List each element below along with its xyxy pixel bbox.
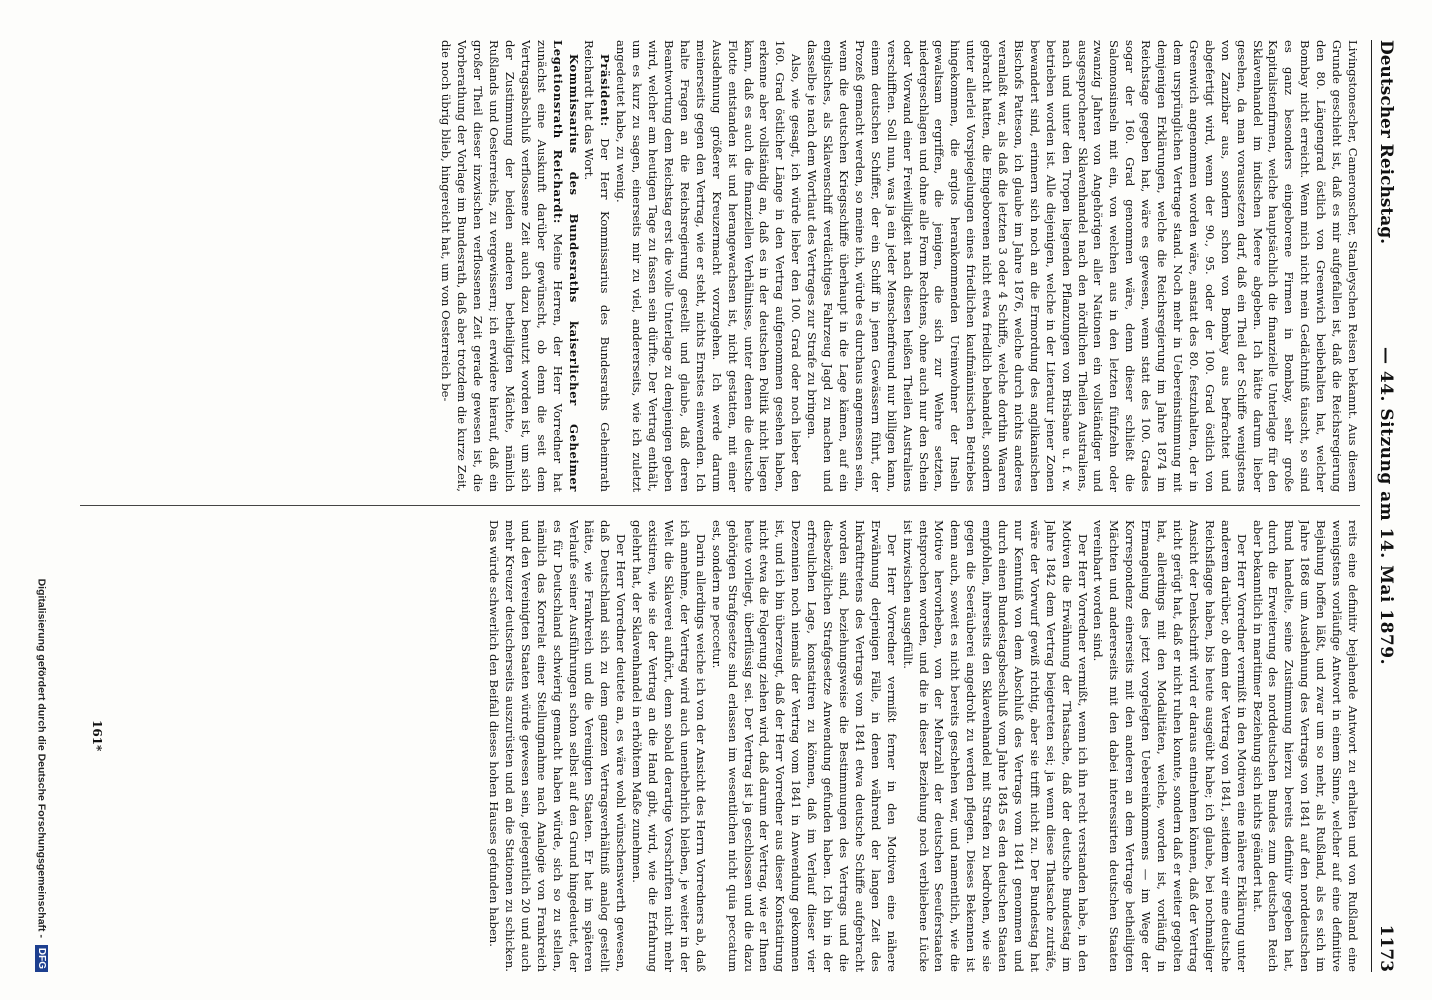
right-paragraph-3: Der Herr Vorredner vermißt, wenn ich ihn recht verstanden habe, in den Motiven die Erwähnung der Thatsache, daß der deutsche Bundestag im Jahre 1842 dem Vertrag beigetreten sei; ja wenn diese Thatsache zuträfe, wäre der Vorwurf gewiß richtig, aber sie trifft nicht zu. Der Bundestag hat nur Kenntniß von dem Abschluß des Vertrags vom 1841 genommen und durch einen Bundestagsbeschluß vom Jahre 1845 es den deutschen Staaten empfohlen, ihrerseits den Sklavenhandel mit Strafen zu bedrohen, wie sie gegen die Seeräuberei angedroht zu werden pflegen. Dieses Bekennen ist denn auch, soweit es nicht bereits geschehen war, und namentlich, wie die Motive hervorheben, von der Mehrzahl der deutschen Seeuferstaaten entsprochen worden, und die in dieser Beziehung noch verbliebene Lücke ist inzwischen ausgefüllt. xyxy=(900,520,1090,972)
left-paragraph-4 xyxy=(437,40,580,492)
header-page-number: 1173 xyxy=(1376,924,1396,972)
left-column xyxy=(80,40,1360,492)
right-paragraph-1: reits eine definitiv bejahende Antwort zu erhalten und von Rußland eine wenigstens vorläufige Antwort in einem Sinne, welcher auf eine definitive Bejahung hoffen läßt, und zwar um so mehr, als Rußland, als es sich im Jahre 1868 um Ausdehnung des Vertrags von 1841 auf den norddeutschen Bund handelte, seine Zustimmung hierzu bereits definitiv gegeben hat, durch die Erweiterung des norddeutschen Bundes zum deutschen Reich aber bekanntlich in maritimer Beziehung sich nichts geändert hat. xyxy=(1250,520,1360,972)
page-content xyxy=(10,40,1400,972)
signature-mark: 161* xyxy=(90,720,104,752)
right-paragraph-5: Darin allerdings weiche ich von der Ansicht des Herrn Vorredners ab, daß ich annehme, der Vertrag wird auch unentbehrlich bleiben, je weiter in der Welt die Sklaverei aufhört, denn sobald derartige Vorschriften nicht mehr existiren, wie sie der Vertrag an die Hand gibt, wird, wie die Erfahrung gelehrt hat, der Sklavenhandel in erhöhtem Maße zunehmen. xyxy=(630,520,708,972)
left-paragraph-3-text: Der Herr Kommissarius des Bundesraths Geheimrath Reichardt hat das Wort. xyxy=(582,40,613,492)
right-paragraph-2: Der Herr Vorredner vermißt in den Motiven eine nähere Erklärung unter anderem darüber, ob denn der Vertrag von 1841, seitdem wir eine deutsche Reichsflagge haben, bis heute ausgeübt habe; ich glaube, bei nochmaliger Ansicht der Denkschrift wird er daraus entnehmen können, daß der Vertrag nicht gerügt hat, daß er nicht ruhen konnte, sondern daß er weiter gegolten hat, allerdings mit den Modalitäten, welche, worden ist, vorläufig in Ermangelung des jetzt vorgelegten Uebereinkommens — im Wege der Korrespondenz einerseits mit den anderen an dem Vertrage betheiligten Mächten und andererseits mit den dabei interessirten deutschen Staaten vereinbart worden sind. xyxy=(1091,520,1249,972)
text-columns xyxy=(80,40,1360,972)
dfg-logo: DFG xyxy=(35,945,48,972)
column-divider xyxy=(80,505,1360,506)
speaker-president: Präsident: xyxy=(598,54,613,127)
left-paragraph-4-text: Meine Herren, der Herr Vorredner hat zunächst eine Auskunft darüber gewünscht, ob denn die seit dem Vertragsabschluß verflossene Zeit auch dazu benutzt worden ist, um sich der Zustimmung der beiden anderen betheiligten Mächte, nämlich Rußlands und Oesterreichs, zu vergewissern; ich erwidere hierauf, daß ein großer Theil dieser inzwischen verflossenen Zeit gerade gewesen ist, die Vorberathung der Vorlage im Bundesrath, daß aber trotzdem die kurze Zeit, die noch übrig blieb, hingereicht hat, um von Oesterreich be- xyxy=(439,40,565,492)
digitization-notice xyxy=(35,40,48,972)
digitization-text: Digitalisierung gefördert durch die Deutsche Forschungsgemeinschaft - xyxy=(35,578,48,938)
header-publication: Deutscher Reichstag. xyxy=(1376,40,1396,245)
left-paragraph-3 xyxy=(581,40,613,492)
header-session: — 44. Sitzung am 14. Mai 1879. xyxy=(1376,346,1396,666)
page-header xyxy=(1371,40,1400,972)
speaker-reichardt: Kommissarius des Bundesraths kaiserlicher Geheimer Legationsrath Reichardt: xyxy=(550,40,581,492)
left-paragraph-1: Livingstonescher, Cameronscher, Stanleyschen Reisen bekannt. Aus diesem Grunde geschieht ist, daß es mir aufgefallen ist, daß die Reichsregierung den 80. Längengrad östlich von Greenwich beibehalten hat, welcher Bombay nicht erreicht. Wenn mich nicht mein Gedächtniß täuscht, so sind es ganz besonders eingeborene Firmen in Bombay, sehr große Kapitalistenfirmen, welche hauptsächlich die finanzielle Unterlage für den Sklavenhandel im indischen Meere abgeben. Ich hätte darum lieber gesehen, da man voraussetzen darf, daß ein Theil der Schiffe wenigstens von Zanzibar aus, sondern schon von Bombay aus befrachtet und abgefertigt wird, wenn der 90., 95. oder der 100. Grad östlich von Greenwich angenommen worden wäre, anstatt des 80. festzuhalten, der in dem ursprünglichen Vertrage stand. Noch mehr in Uebereinstimmung mit demjenigen Erklärungen, welche die Reichsregierung im Jahre 1874 im Reichstage gegeben hat, wäre es gewesen, wenn statt des 100. Grades sogar der 160. Grad genommen wäre, denn dieser schließt die Salomonsinseln mit ein, von welchen aus in den letzten fünfzehn oder zwanzig Jahren von Angehörigen aller Nationen ein vollständiger und ausgesprochener Sklavenhandel nach den nördlichen Theilen Australiens, nach und unter den Tropen liegenden Pflanzungen von Brisbane u. f. w. betrieben worden ist. Alle diejenigen, welche in der Literatur jener Zonen bewandert sind, erinnern sich noch an die Ermordung des anglikanischen Bischofs Patteson, ich glaube im Jahre 1876, welche durch nichts anderes veranlaßt war, als daß die letzten 3 oder 4 Schiffe, welche dorthin Waaren gebracht hatten, die Eingeborenen nicht etwa friedlich behandelt, sondern unter allerlei Vorspiegelungen eines friedlichen kaufmännischen Betriebes hingekommen, die arglos herankommenden Ureinwohner der Inseln gewaltsam ergriffen, die jenigen, die sich zur Wehre setzten, niedergeschlagen und ohne alle Form Rechtens, ohne auch nur den Schein oder Vorwand einer Freiwilligkeit nach diesen heißen Theilen Australiens verschifften. Soll nun, was ja ein jeder Menschenfreund nur billigen kann, einem deutschen Schiffer, der ein Schiff in jenen Gewässern führt, der Prozeß gemacht werden, so meine ich, würde es durchaus angemessen sein, wenn die deutschen Kriegsschiffe überhaupt in die Lage kämen, auf ein englisches, als Sklavenschiff verdächtiges Fahrzeug Jagd zu machen und dasselbe je nach dem Wortlaut des Vertrages zur Strafe zu bringen. xyxy=(805,40,1360,492)
left-paragraph-2: Also, wie gesagt, ich würde lieber den 100. Grad oder noch lieber den 160. Grad östlicher Länge in den Vertrag aufgenommen gesehen haben, erkenne aber vollständig an, daß es in der deutschen Politik nicht liegen kann, daß es auch die finanziellen Verhältnisse, unter denen die deutsche Flotte entstanden ist und herangewachsen ist, nicht gestatten, mit einer Ausdehnung größerer Kreuzermacht vorzugehen. Ich werde darum meinerseits gegen den Vertrag, wie er steht, nichts Ernstes einwenden. Ich halte Fragen an die Reichsregierung gestellt und glaube, daß deren Beantwortung dem Reichstag erst die volle Unterlage zu demjenigen geben wird, welcher am heutigen Tage zu fassen sein dürfte. Der Vertrag enthält, um es kurz zu sagen, einerseits mir zu viel, andererseits, wie ich zuletzt angedeutet habe, zu wenig. xyxy=(614,40,804,492)
right-paragraph-4: Der Herr Vorredner vermißt ferner in den Motiven eine nähere Erwähnung derjenigen Fälle, in denen während der langen Zeit des Inkrafttretens des Vertrags vom 1841 etwa deutsche Schiffe aufgebracht worden sind, beziehungsweise die Bestimmungen des Vertrags und die diesbezüglichen Strafgesetze Anwendung gefunden haben. Ich bin in der erfreulichen Lage, konstatiren zu können, daß im Verlauf dieser vier Dezennien noch niemals der Vertrag vom 1841 in Anwendung gekommen ist, und ich bin überzeugt, daß der Herr Vorredner aus dieser Konstatirung nicht etwa die Folgerung ziehen wird, daß darum der Vertrag, wie er Ihnen heute vorliegt, überflüssig sei. Der Vertrag ist ja geschlossen und die dazu gehörigen Strafgesetze sind erlassen im wesentlichen nicht quia peccatum est, sondern ne peccetur. xyxy=(709,520,899,972)
right-paragraph-6: Der Herr Vorredner deutete an, es wäre wohl wünschenswerth gewesen, daß Deutschland sich zu dem ganzen Vertragsverhältniß analog gestellt hätte, wie Frankreich und die Vereinigten Staaten. Er hat im späteren Verlaufe seiner Ausführungen schon selbst auf den Grund hingedeutet, der es für Deutschland schwierig gemacht haben würde, sich so zu stellen, nämlich das Korrelat einer Stellungnahme nach Analogie von Frankreich und den Vereinigten Staaten würde gewesen sein, gelegentlich 20 und auch mehr Kreuzer deutscherseits auszurüsten und an die Stationen zu schicken. Das würde schwerlich den Beifall dieses hohen Hauses gefunden haben. xyxy=(487,520,629,972)
right-column xyxy=(80,520,1360,972)
